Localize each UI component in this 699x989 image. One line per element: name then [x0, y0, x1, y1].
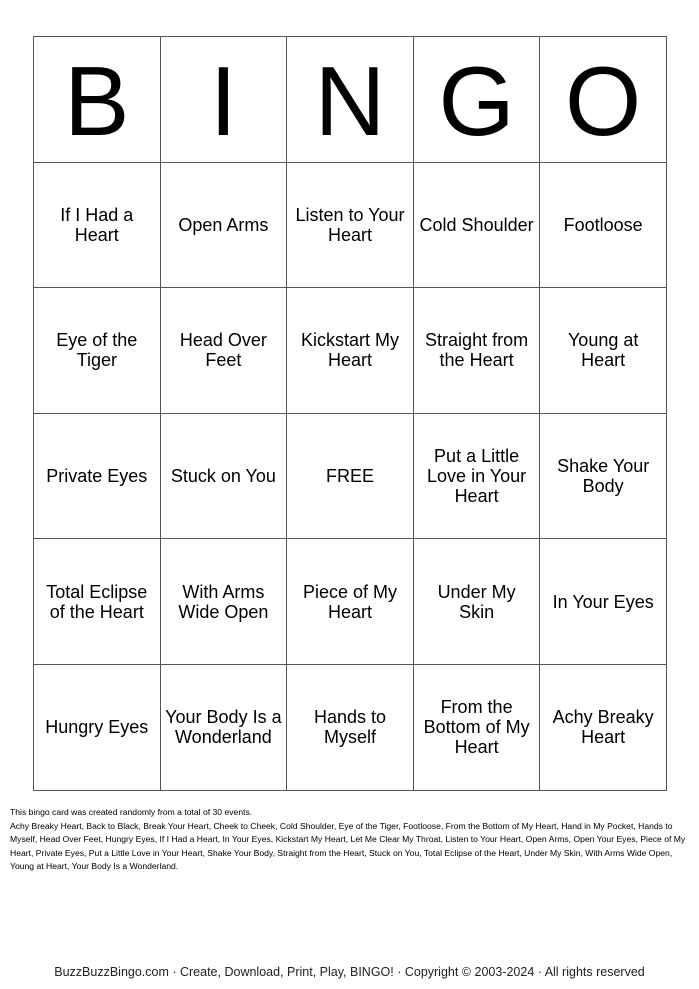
notes-intro: This bingo card was created randomly from a total of 30 events. — [10, 807, 253, 817]
bingo-cell: Open Arms — [160, 162, 287, 288]
bingo-cell: Young at Heart — [540, 288, 667, 414]
bingo-cell: Listen to Your Heart — [287, 162, 414, 288]
bingo-row — [34, 162, 667, 288]
bingo-cell: Piece of My Heart — [287, 539, 414, 665]
header-letter-n: N — [287, 37, 414, 163]
bingo-cell: Shake Your Body — [540, 413, 667, 539]
bingo-cell: Hungry Eyes — [34, 664, 161, 790]
bingo-card — [33, 36, 667, 791]
notes-event-list: Achy Breaky Heart, Back to Black, Break Your Heart, Cheek to Cheek, Cold Shoulder, Eye of the Tiger, Footloose, From the Bottom of My Heart, Hand in My Pocket, Hands to Myself, Head Over Feet, Hungry Eyes, If I Had a Heart, In Your Eyes, Kickstart My Heart, Let Me Clear My Throat, Listen to Your Heart, Open Arms, Open Your Eyes, Piece of My Heart, Private Eyes, Put a Little Love in Your Heart, Shake Your Body, Straight from the Heart, Stuck on You, Total Eclipse of the Heart, Under My Skin, With Arms Wide Open, Young at Heart, Your Body Is a Wonderland. — [10, 820, 686, 871]
bingo-row — [34, 288, 667, 414]
bingo-cell: Eye of the Tiger — [34, 288, 161, 414]
bingo-cell: Private Eyes — [34, 413, 161, 539]
bingo-cell: Hands to Myself — [287, 664, 414, 790]
bingo-row — [34, 664, 667, 790]
bingo-header-row — [34, 37, 667, 163]
card-notes — [10, 806, 690, 874]
header-letter-b: B — [34, 37, 161, 163]
free-space-cell: FREE — [287, 413, 414, 539]
bingo-cell: Footloose — [540, 162, 667, 288]
page-footer: BuzzBuzzBingo.com · Create, Download, Print, Play, BINGO! · Copyright © 2003-2024 · All rights reserved — [54, 965, 645, 979]
bingo-row — [34, 413, 667, 539]
bingo-cell: Achy Breaky Heart — [540, 664, 667, 790]
bingo-cell: Stuck on You — [160, 413, 287, 539]
header-letter-o: O — [540, 37, 667, 163]
bingo-cell: Straight from the Heart — [413, 288, 540, 414]
bingo-cell: Your Body Is a Wonderland — [160, 664, 287, 790]
bingo-cell: If I Had a Heart — [34, 162, 161, 288]
bingo-cell: From the Bottom of My Heart — [413, 664, 540, 790]
bingo-row — [34, 539, 667, 665]
bingo-cell: In Your Eyes — [540, 539, 667, 665]
bingo-cell: Under My Skin — [413, 539, 540, 665]
bingo-cell: Put a Little Love in Your Heart — [413, 413, 540, 539]
bingo-cell: With Arms Wide Open — [160, 539, 287, 665]
bingo-cell: Total Eclipse of the Heart — [34, 539, 161, 665]
bingo-cell: Cold Shoulder — [413, 162, 540, 288]
bingo-cell: Kickstart My Heart — [287, 288, 414, 414]
header-letter-g: G — [413, 37, 540, 163]
bingo-cell: Head Over Feet — [160, 288, 287, 414]
header-letter-i: I — [160, 37, 287, 163]
